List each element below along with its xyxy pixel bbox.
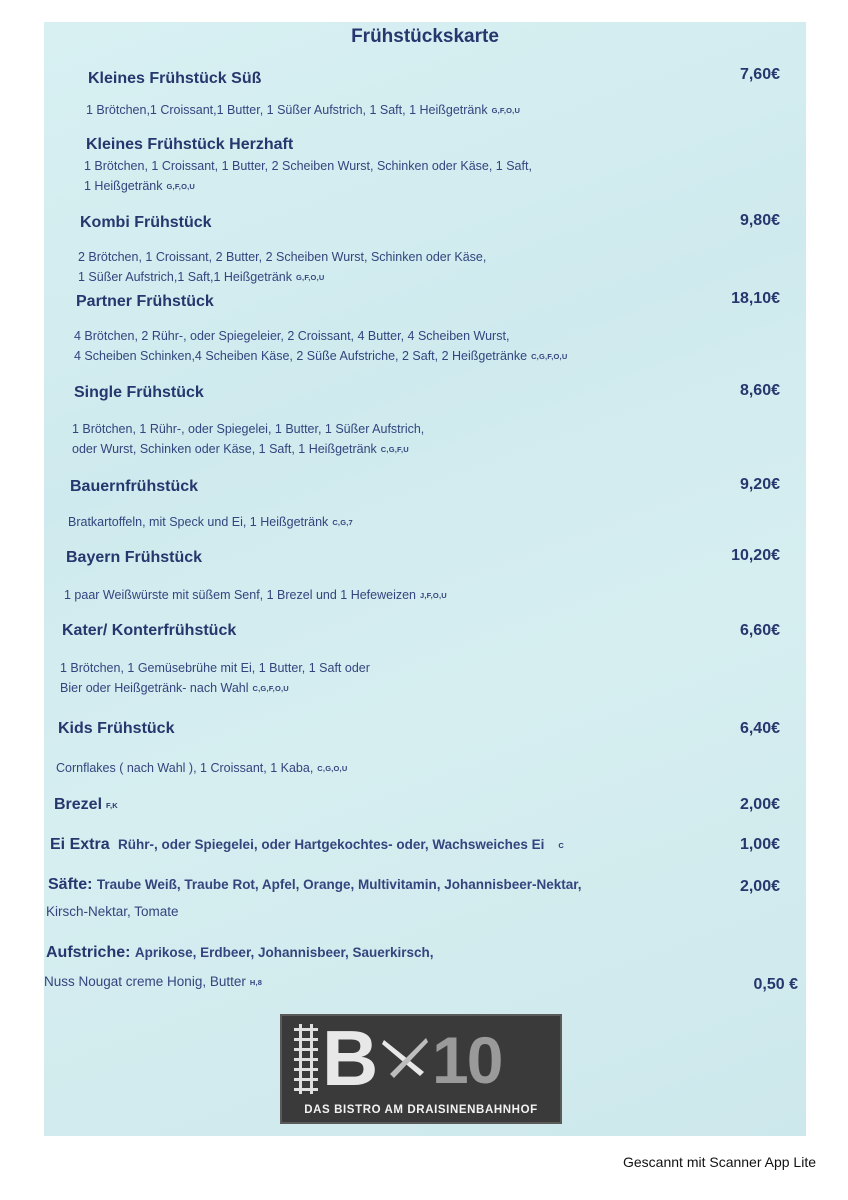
item-desc: 2 Brötchen, 1 Croissant, 2 Butter, 2 Scheiben Wurst, Schinken oder Käse, 1 Süßer Aufstrich,1 Saft,1 Heißgetränk G,F,O,U xyxy=(78,250,487,284)
rail-track-icon xyxy=(292,1024,320,1094)
item-aufstriche: Aufstriche: Aprikose, Erdbeer, Johannisbeer, Sauerkirsch, xyxy=(46,944,434,961)
item-name-brezel: Brezel F,K xyxy=(54,796,118,813)
item-saefte: Säfte: Traube Weiß, Traube Rot, Apfel, Orange, Multivitamin, Johannisbeer-Nektar, xyxy=(48,876,582,893)
item-price-saefte: 2,00€ xyxy=(739,878,780,895)
item-name-kater: Kater/ Konterfrühstück xyxy=(62,622,237,639)
item-name-kleines-suess: Kleines Frühstück Süß xyxy=(88,70,262,87)
item-price-kleines-suess: 7,60€ xyxy=(739,66,780,83)
item-price-aufstriche: 0,50 € xyxy=(753,976,798,993)
item-price-bayern: 10,20€ xyxy=(731,547,780,564)
item-desc: 1 Brötchen, 1 Rühr-, oder Spiegelei, 1 Butter, 1 Süßer Aufstrich, oder Wurst, Schinken oder Käse, 1 Saft, 1 Heißgetränk C,G,F,U xyxy=(72,422,425,456)
item-ei-extra: Ei Extra Rühr-, oder Spiegelei, oder Hartgekochtes- oder, Wachsweiches Ei C xyxy=(50,836,565,853)
item-name-single: Single Frühstück xyxy=(74,384,204,401)
item-desc: Bratkartoffeln, mit Speck und Ei, 1 Heißgetränk C,G,7 xyxy=(68,515,353,529)
item-price-brezel: 2,00€ xyxy=(739,796,780,813)
item-aufstriche-line2: Nuss Nougat creme Honig, Butter H,8 xyxy=(44,974,263,989)
logo-subtitle: DAS BISTRO AM DRAISINENBAHNHOF xyxy=(304,1104,538,1116)
item-name-bayern: Bayern Frühstück xyxy=(66,549,203,566)
item-desc: 1 Brötchen,1 Croissant,1 Butter, 1 Süßer Aufstrich, 1 Saft, 1 Heißgetränk G,F,O,U xyxy=(86,103,521,117)
item-name-kombi: Kombi Frühstück xyxy=(80,214,212,231)
item-name-kids: Kids Frühstück xyxy=(58,720,175,737)
item-desc: 1 paar Weißwürste mit süßem Senf, 1 Brezel und 1 Hefeweizen J,F,O,U xyxy=(64,588,447,602)
logo-letter: B xyxy=(322,1014,379,1102)
bistro-logo xyxy=(280,1014,562,1124)
item-name-bauern: Bauernfrühstück xyxy=(70,478,199,495)
item-price-kombi: 9,80€ xyxy=(739,212,780,229)
knife-fork-icon xyxy=(380,1032,432,1082)
scanner-footer: Gescannt mit Scanner App Lite xyxy=(623,1154,816,1170)
item-price-single: 8,60€ xyxy=(739,382,780,399)
item-price-partner: 18,10€ xyxy=(731,290,780,307)
item-name-kleines-herzhaft: Kleines Frühstück Herzhaft xyxy=(86,136,294,153)
item-desc: 4 Brötchen, 2 Rühr-, oder Spiegeleier, 2 Croissant, 4 Butter, 4 Scheiben Wurst, 4 Scheiben Schinken,4 Scheiben Käse, 2 Süße Aufstriche, 2 Saft, 2 Heißgetränke C,G,F,O,U xyxy=(74,329,568,363)
item-desc: 1 Brötchen, 1 Croissant, 1 Butter, 2 Scheiben Wurst, Schinken oder Käse, 1 Saft, 1 Heißgetränk G,F,O,U xyxy=(84,159,532,193)
item-desc: 1 Brötchen, 1 Gemüsebrühe mit Ei, 1 Butter, 1 Saft oder Bier oder Heißgetränk- nach Wahl C,G,F,O,U xyxy=(60,661,370,695)
item-saefte-line2: Kirsch-Nektar, Tomate xyxy=(46,904,179,919)
item-desc: Cornflakes ( nach Wahl ), 1 Croissant, 1 Kaba, C,G,O,U xyxy=(56,761,348,775)
menu-sheet xyxy=(44,22,806,1136)
item-name-partner: Partner Frühstück xyxy=(76,293,214,310)
item-price-kater: 6,60€ xyxy=(739,622,780,639)
item-price-bauern: 9,20€ xyxy=(739,476,780,493)
logo-number: 10 xyxy=(432,1023,502,1097)
menu-title: Frühstückskarte xyxy=(351,26,499,47)
item-price-kids: 6,40€ xyxy=(739,720,780,737)
item-price-ei-extra: 1,00€ xyxy=(739,836,780,853)
